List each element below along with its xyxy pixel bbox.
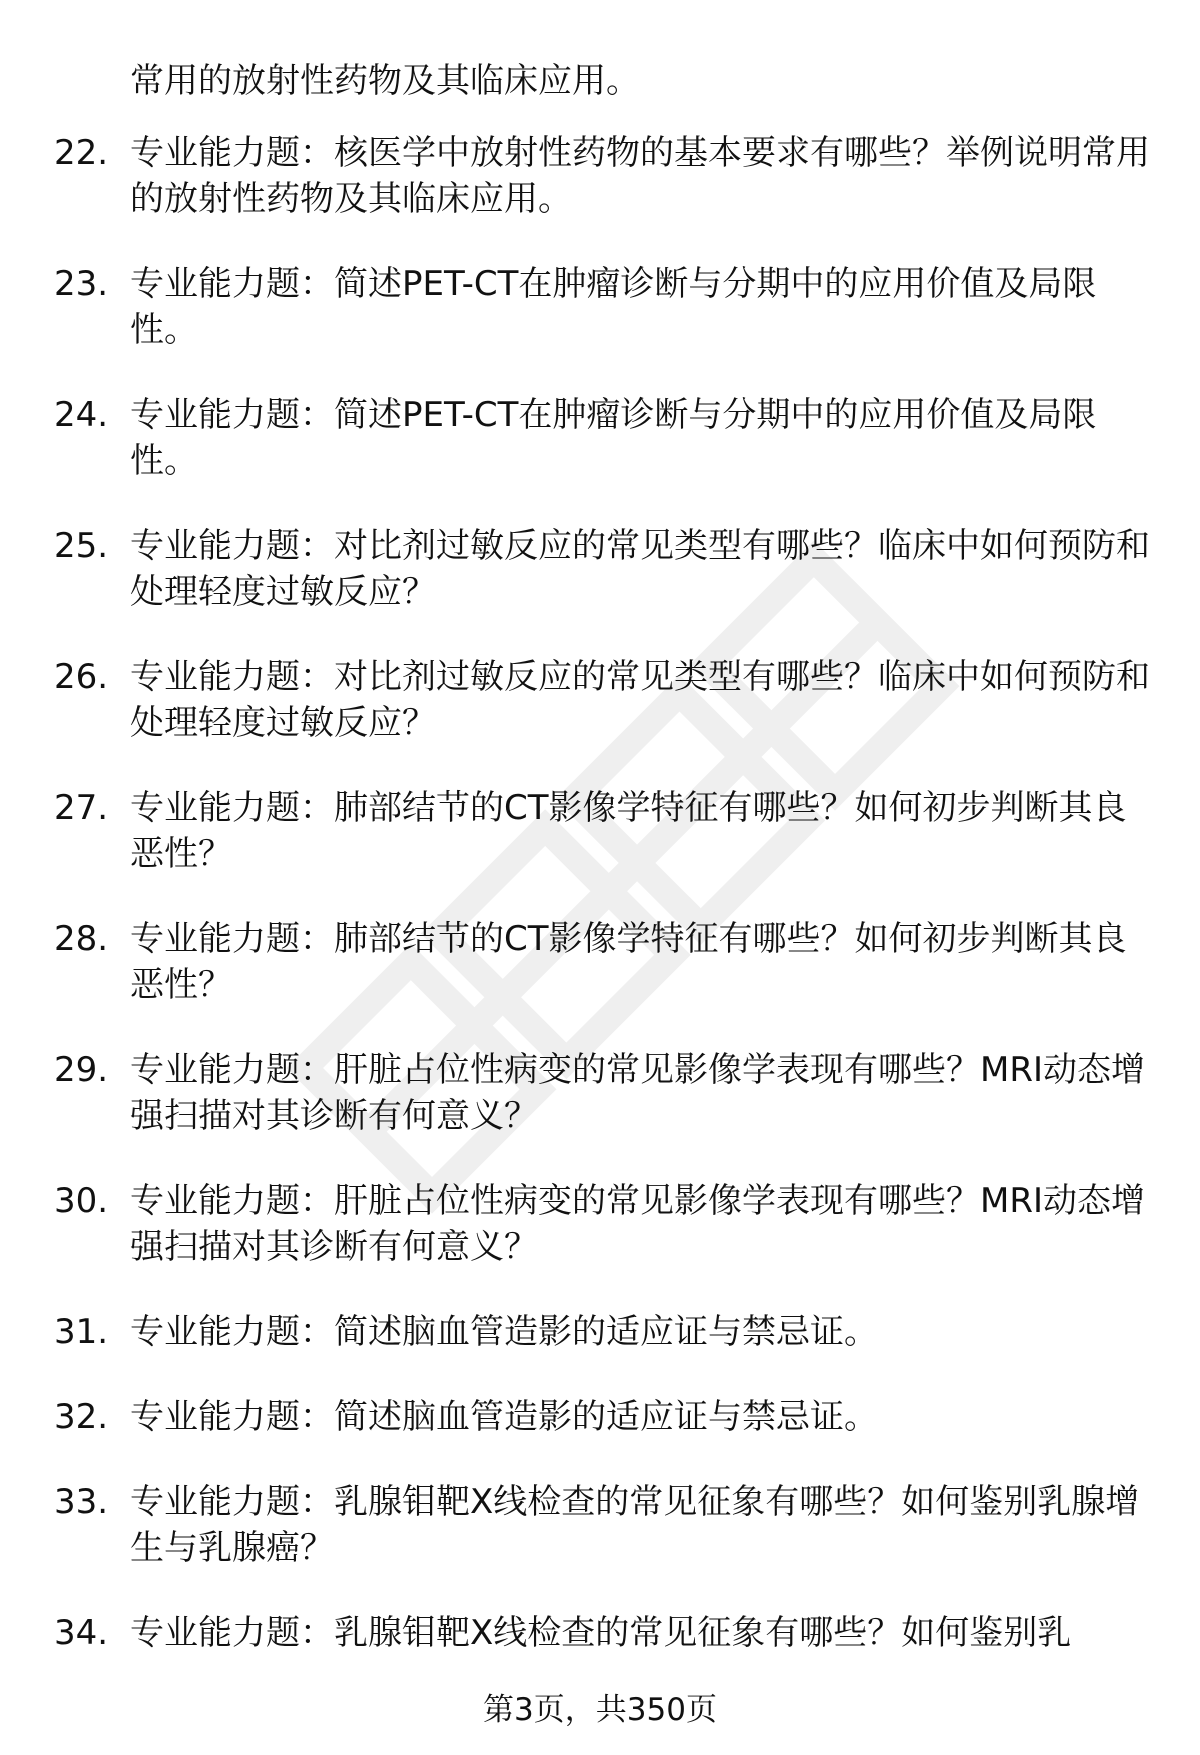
question-item-29 [0,1047,1200,1178]
question-item-28 [0,916,1200,1047]
question-item-23 [0,261,1200,392]
question-item-27 [0,785,1200,916]
continued-question-text: 常用的放射性药物及其临床应用。 [130,61,640,101]
question-number: 25. [54,526,109,566]
question-number: 34. [54,1613,109,1653]
question-item-33 [0,1479,1200,1610]
question-number: 27. [54,788,109,828]
question-text: 专业能力题：肝脏占位性病变的常见影像学表现有哪些？MRI动态增强扫描对其诊断有何意义？ [130,1181,1145,1267]
question-item-26 [0,654,1200,785]
question-item-22 [0,130,1200,261]
question-text: 专业能力题：乳腺钼靶X线检查的常见征象有哪些？如何鉴别乳腺增生与乳腺癌？ [130,1482,1140,1568]
question-item-31 [0,1309,1200,1394]
question-number: 22. [54,133,109,173]
question-text: 专业能力题：乳腺钼靶X线检查的常见征象有哪些？如何鉴别乳 [130,1613,1072,1653]
question-item-24 [0,392,1200,523]
question-number: 23. [54,264,109,304]
question-item-34 [0,1610,1200,1695]
question-text: 专业能力题：简述PET-CT在肿瘤诊断与分期中的应用价值及局限性。 [130,264,1097,350]
question-text: 专业能力题：肝脏占位性病变的常见影像学表现有哪些？MRI动态增强扫描对其诊断有何意义？ [130,1050,1145,1136]
question-list [0,130,1200,1695]
question-item-30 [0,1178,1200,1309]
question-text: 专业能力题：对比剂过敏反应的常见类型有哪些？临床中如何预防和处理轻度过敏反应？ [130,526,1150,612]
question-item-32 [0,1394,1200,1479]
question-number: 26. [54,657,109,697]
question-text: 专业能力题：核医学中放射性药物的基本要求有哪些？举例说明常用的放射性药物及其临床应用。 [130,133,1150,219]
question-text: 专业能力题：简述PET-CT在肿瘤诊断与分期中的应用价值及局限性。 [130,395,1097,481]
question-item-25 [0,523,1200,654]
question-number: 24. [54,395,109,435]
question-text: 专业能力题：简述脑血管造影的适应证与禁忌证。 [130,1312,878,1352]
question-number: 30. [54,1181,109,1221]
question-number: 32. [54,1397,109,1437]
page-number-footer: 第3页，共350页 [483,1692,717,1728]
question-number: 33. [54,1482,109,1522]
question-text: 专业能力题：肺部结节的CT影像学特征有哪些？如何初步判断其良恶性？ [130,788,1127,874]
question-text: 专业能力题：肺部结节的CT影像学特征有哪些？如何初步判断其良恶性？ [130,919,1127,1005]
question-text: 专业能力题：简述脑血管造影的适应证与禁忌证。 [130,1397,878,1437]
question-number: 28. [54,919,109,959]
question-text: 专业能力题：对比剂过敏反应的常见类型有哪些？临床中如何预防和处理轻度过敏反应？ [130,657,1150,743]
question-number: 31. [54,1312,109,1352]
question-number: 29. [54,1050,109,1090]
